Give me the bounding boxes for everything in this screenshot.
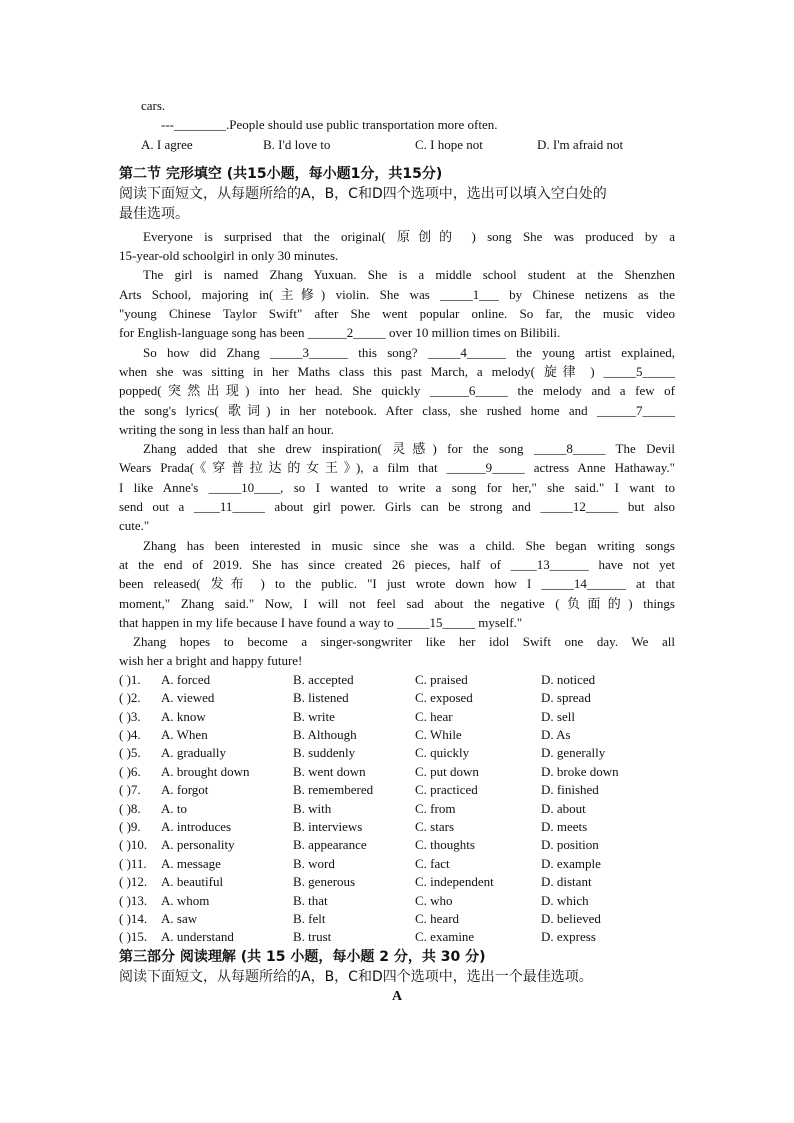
option-d: D. finished <box>541 782 599 798</box>
option-c: C. independent <box>415 874 494 890</box>
option-d: D. spread <box>541 690 591 706</box>
exam-page <box>119 96 675 1007</box>
option-d: D. distant <box>541 874 592 890</box>
option-b: B. appearance <box>293 837 367 853</box>
answer-slot[interactable]: ( )7. <box>119 782 141 798</box>
option-c: C. who <box>415 892 453 908</box>
question-row <box>119 726 675 744</box>
question-row <box>119 689 675 707</box>
passage-line: cute." <box>119 518 150 534</box>
passage-line: 15-year-old schoolgirl in only 30 minutes. <box>119 248 339 264</box>
answer-slot[interactable]: ( )12. <box>119 874 148 890</box>
option-c: C. examine <box>415 929 475 945</box>
option-a: A. brought down <box>161 763 250 779</box>
question-row <box>119 836 675 854</box>
passage-line: wish her a bright and happy future! <box>119 653 303 669</box>
instruction: 阅读下面短文，从每题所给的A，B，C和D四个选项中，选出可以填入空白处的 <box>119 185 607 202</box>
passage-line: So how did Zhang _____3______ this song? _____4______ the young artist explained, <box>143 344 675 360</box>
option-b: B. remembered <box>293 782 374 798</box>
option-c: C. from <box>415 800 456 816</box>
passage-line: Zhang hopes to become a singer-songwriter like her idol Swift one day. We all <box>133 634 675 650</box>
option-a: A. introduces <box>161 818 232 834</box>
question-row <box>119 671 675 689</box>
option-b: B. I'd love to <box>263 136 331 152</box>
passage-line: Everyone is surprised that the original( 原创的 ) song She was produced by a <box>143 228 675 244</box>
passage-line: The girl is named Zhang Yuxuan. She is a middle school student at the Shenzhen <box>143 267 675 283</box>
question-row <box>119 818 675 836</box>
answer-slot[interactable]: ( )10. <box>119 837 148 853</box>
question-row <box>119 873 675 891</box>
option-a: A. whom <box>161 892 210 908</box>
passage-line: Arts School, majoring in(主修) violin. She was _____1___ by Chinese netizens as the <box>119 286 675 302</box>
text-line: cars. <box>141 98 166 113</box>
option-c: C. exposed <box>415 690 473 706</box>
option-c: C. hear <box>415 708 453 724</box>
option-d: D. broke down <box>541 763 619 779</box>
option-d: D. As <box>541 726 571 742</box>
option-b: B. with <box>293 800 332 816</box>
passage-line: writing the song in less than half an hour. <box>119 421 334 437</box>
option-d: D. express <box>541 929 596 945</box>
option-b: B. felt <box>293 911 326 926</box>
option-c: C. stars <box>415 818 454 834</box>
option-d: D. I'm afraid not <box>537 136 624 152</box>
option-a: A. forgot <box>161 782 209 798</box>
option-b: B. generous <box>293 874 356 890</box>
option-d: D. position <box>541 837 599 853</box>
passage-line: moment," Zhang said." Now, I will not feel sad about the negative (负面的) things <box>119 595 675 611</box>
passage-line: send out a ____11_____ about girl power. Girls can be strong and _____12_____ but also <box>119 499 675 515</box>
option-c: C. practiced <box>415 782 478 798</box>
answer-slot[interactable]: ( )15. <box>119 929 148 945</box>
option-d: D. noticed <box>541 671 596 687</box>
passage <box>119 227 675 671</box>
option-a: A. personality <box>161 837 235 853</box>
option-b: B. word <box>293 855 335 871</box>
option-a: A. beautiful <box>161 874 224 890</box>
answer-slot[interactable]: ( )6. <box>119 763 141 779</box>
passage-line: at the end of 2019. She has since created 26 pieces, half of ____13______ have not yet <box>119 556 675 572</box>
passage-line: Zhang has been interested in music since she was a child. She began writing songs <box>143 537 675 553</box>
option-a: A. to <box>161 800 187 816</box>
answer-slot[interactable]: ( )4. <box>119 726 141 742</box>
passage-line: that happen in my life because I have found a way to _____15_____ myself." <box>119 614 523 630</box>
option-c: C. fact <box>415 855 450 871</box>
passage-line: Zhang added that she drew inspiration( 灵感) for the song _____8_____ The Devil <box>143 441 675 457</box>
passage-line: I like Anne's _____10____, so I wanted to write a song for her," she said." I want to <box>119 479 675 495</box>
question-row <box>119 800 675 818</box>
option-row <box>119 135 675 154</box>
section-title: 第三部分 阅读理解 (共 15 小题，每小题 2 分，共 30 分) <box>119 948 486 965</box>
instruction: 阅读下面短文，从每题所给的A，B，C和D四个选项中，选出一个最佳选项。 <box>119 968 593 985</box>
question-row <box>119 910 675 928</box>
answer-slot[interactable]: ( )2. <box>119 690 141 706</box>
option-c: C. quickly <box>415 745 470 761</box>
answer-slot[interactable]: ( )5. <box>119 745 141 761</box>
option-a: A. viewed <box>161 690 215 706</box>
option-a: A. saw <box>161 911 198 926</box>
option-c: C. I hope not <box>415 136 483 152</box>
question-row <box>119 855 675 873</box>
option-d: D. generally <box>541 745 606 761</box>
instruction: 最佳选项。 <box>119 205 189 222</box>
answer-slot[interactable]: ( )3. <box>119 708 141 724</box>
passage-line: when she was sitting in her Maths class this past March, a melody( 旋律 ) _____5_____ <box>119 363 675 379</box>
passage-line: the song's lyrics( 歌词) in her notebook. After class, she rushed home and ______7_____ <box>119 402 675 418</box>
option-d: D. example <box>541 855 601 871</box>
passage-label: A <box>391 988 403 1004</box>
passage-line: "young Chinese Taylor Swift" after She went popular online. So far, the music video <box>119 306 675 322</box>
question-row <box>119 708 675 726</box>
option-a: A. When <box>161 726 208 742</box>
option-a: A. understand <box>161 929 234 945</box>
option-a: A. gradually <box>161 745 226 761</box>
option-a: A. message <box>161 855 221 871</box>
question-row <box>119 892 675 910</box>
option-a: A. know <box>161 708 206 724</box>
option-c: C. heard <box>415 911 460 926</box>
option-b: B. accepted <box>293 671 354 687</box>
answer-slot[interactable]: ( )13. <box>119 892 148 908</box>
section-title: 第二节 完形填空 (共15小题，每小题1分，共15分) <box>119 165 443 182</box>
text-line: ---________.People should use public transportation more often. <box>161 117 498 133</box>
option-a: A. I agree <box>141 136 193 152</box>
answer-slot[interactable]: ( )11. <box>119 855 147 871</box>
option-b: B. Although <box>293 726 357 742</box>
option-b: B. that <box>293 892 328 908</box>
question-list <box>119 671 675 947</box>
option-b: B. listened <box>293 690 349 706</box>
answer-slot[interactable]: ( )14. <box>119 911 148 926</box>
option-c: C. put down <box>415 763 479 779</box>
option-b: B. suddenly <box>293 745 356 761</box>
passage-line: popped(突然出现) into her head. She quickly ______6_____ the melody and a few of <box>119 383 675 399</box>
passage-line: Wears Prada(《穿普拉达的女王》), a film that ______9_____ actress Anne Hathaway." <box>119 460 675 476</box>
answer-slot[interactable]: ( )8. <box>119 800 141 816</box>
option-b: B. interviews <box>293 818 363 834</box>
option-d: D. meets <box>541 818 588 834</box>
answer-slot[interactable]: ( )1. <box>119 671 141 687</box>
question-row <box>119 744 675 762</box>
option-b: B. went down <box>293 763 366 779</box>
answer-slot[interactable]: ( )9. <box>119 818 141 834</box>
question-row <box>119 928 675 946</box>
passage-line: for English-language song has been ______2_____ over 10 million times on Bilibili. <box>119 325 561 341</box>
option-d: D. sell <box>541 708 575 724</box>
option-d: D. which <box>541 892 589 908</box>
option-d: D. believed <box>541 911 601 926</box>
option-b: B. write <box>293 708 335 724</box>
option-c: C. While <box>415 726 462 742</box>
option-a: A. forced <box>161 671 211 687</box>
question-row <box>119 763 675 781</box>
option-c: C. thoughts <box>415 837 475 853</box>
option-b: B. trust <box>293 929 332 945</box>
passage-line: been released( 发布 ) to the public. "I just wrote down how I _____14______ at that <box>119 576 675 592</box>
option-c: C. praised <box>415 671 468 687</box>
option-d: D. about <box>541 800 586 816</box>
question-row <box>119 781 675 799</box>
